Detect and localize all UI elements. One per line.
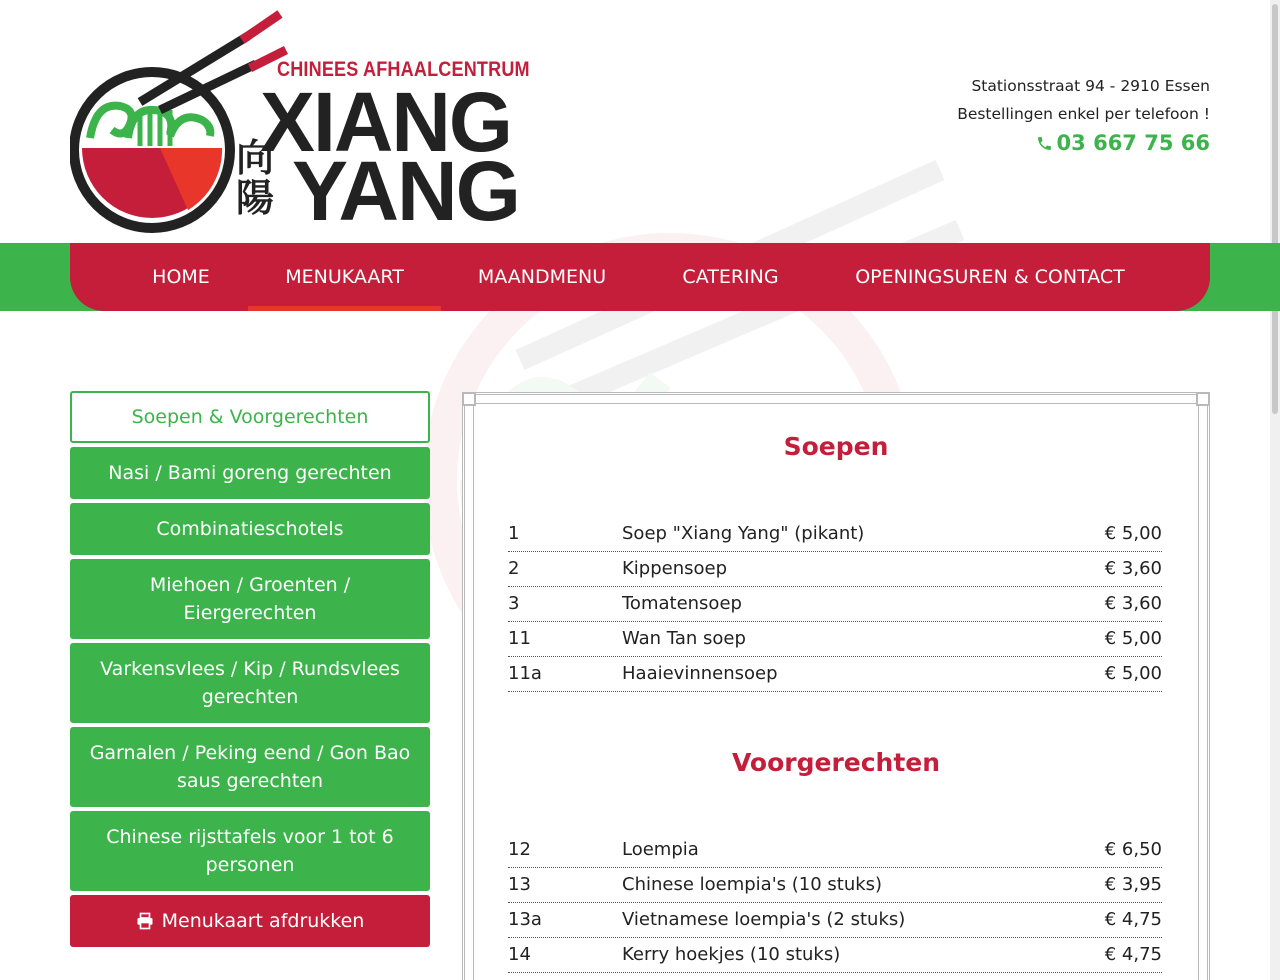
logo-name-line2: YANG (292, 144, 519, 238)
phone-link[interactable] (957, 128, 1210, 158)
category-varkensvlees-kip[interactable]: Varkensvlees / Kip / Rundsvlees gerechten (70, 643, 430, 723)
phone-number: 03 667 75 66 (1056, 131, 1210, 155)
item-price: € 4,75 (1104, 909, 1162, 930)
nav-item-openingsuren-contact[interactable]: OPENINGSUREN & CONTACT (855, 266, 1125, 288)
item-price: € 6,50 (1104, 839, 1162, 860)
item-number: 1 (508, 523, 520, 544)
printer-icon (136, 912, 154, 930)
item-name: Haaievinnensoep (622, 663, 778, 684)
order-note-text: Bestellingen enkel per telefoon ! (957, 105, 1210, 123)
item-number: 3 (508, 593, 520, 614)
item-name: Vietnamese loempia's (2 stuks) (622, 909, 906, 930)
main-nav (70, 243, 1210, 311)
menu-row (508, 517, 1162, 552)
item-name: Kerry hoekjes (10 stuks) (622, 944, 841, 965)
menu-row (508, 552, 1162, 587)
item-number: 12 (508, 839, 531, 860)
address-text: Stationsstraat 94 - 2910 Essen (971, 77, 1210, 95)
site-logo[interactable] (70, 10, 530, 238)
category-miehoen-groenten[interactable]: Miehoen / Groenten / Eiergerechten (70, 559, 430, 639)
contact-info (957, 72, 1210, 158)
item-name: Loempia (622, 839, 699, 860)
item-price: € 5,00 (1104, 663, 1162, 684)
item-price: € 3,60 (1104, 558, 1162, 579)
item-price: € 3,95 (1104, 874, 1162, 895)
logo-chinese-characters: 向陽 (235, 136, 274, 220)
panel-corner-ornament (1196, 392, 1210, 406)
item-price: € 5,00 (1104, 628, 1162, 649)
print-menu-label: Menukaart afdrukken (161, 910, 365, 932)
item-number: 2 (508, 558, 520, 579)
menu-row (508, 938, 1162, 973)
item-name: Wan Tan soep (622, 628, 746, 649)
item-name: Kippensoep (622, 558, 728, 579)
category-soepen-voorgerechten[interactable]: Soepen & Voorgerechten (70, 391, 430, 443)
phone-icon (1036, 135, 1053, 152)
item-number: 13a (508, 909, 542, 930)
item-number: 13 (508, 874, 531, 895)
category-nasi-bami[interactable]: Nasi / Bami goreng gerechten (70, 447, 430, 499)
site-header (0, 0, 1280, 243)
panel-corner-ornament (462, 392, 476, 406)
logo-tagline: CHINEES AFHAALCENTRUM (277, 58, 530, 81)
menu-row (508, 868, 1162, 903)
category-garnalen-peking[interactable]: Garnalen / Peking eend / Gon Bao saus gerechten (70, 727, 430, 807)
section-title-soepen: Soepen (783, 432, 889, 461)
menu-row (508, 587, 1162, 622)
item-number: 14 (508, 944, 531, 965)
logo-name-line1: XIANG (260, 75, 511, 169)
menu-row (508, 903, 1162, 938)
item-price: € 5,00 (1104, 523, 1162, 544)
menu-row (508, 622, 1162, 657)
item-number: 11 (508, 628, 531, 649)
nav-item-menukaart[interactable]: MENUKAART (248, 243, 441, 311)
print-menu-button[interactable] (70, 895, 430, 947)
item-name: Tomatensoep (622, 593, 742, 614)
nav-item-home[interactable]: HOME (152, 266, 210, 288)
category-combinatieschotels[interactable]: Combinatieschotels (70, 503, 430, 555)
item-price: € 4,75 (1104, 944, 1162, 965)
menu-row (508, 833, 1162, 868)
nav-item-maandmenu[interactable]: MAANDMENU (477, 266, 607, 288)
category-rijsttafels[interactable]: Chinese rijsttafels voor 1 tot 6 personen (70, 811, 430, 891)
item-number: 11a (508, 663, 542, 684)
nav-item-catering[interactable]: CATERING (682, 266, 779, 288)
section-title-voorgerechten: Voorgerechten (731, 748, 941, 777)
item-price: € 3,60 (1104, 593, 1162, 614)
item-name: Chinese loempia's (10 stuks) (622, 874, 883, 895)
menu-row (508, 657, 1162, 692)
item-name: Soep "Xiang Yang" (pikant) (622, 523, 865, 544)
